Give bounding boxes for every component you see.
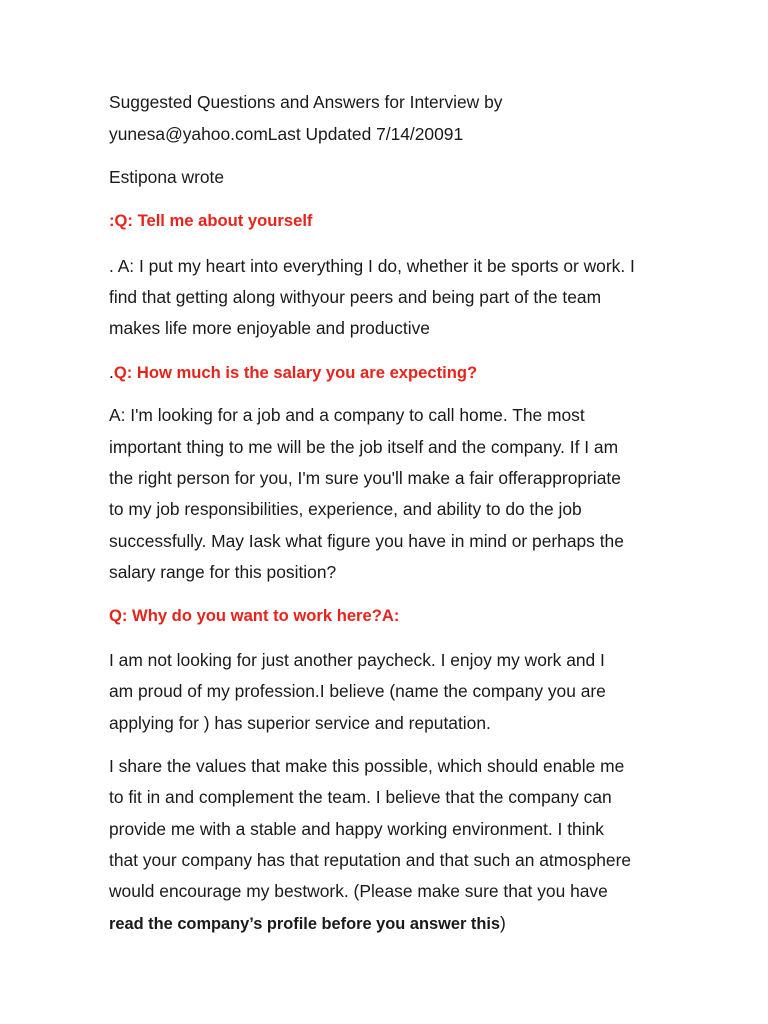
answer-3-p2-closing-paren: ) (500, 913, 506, 933)
question-2-prefix: . (109, 362, 114, 382)
answer-3-p1-line-3: applying for ) has superior service and reputation. (109, 713, 491, 733)
answer-3-p1-line-1: I am not looking for just another paycheck. I enjoy my work and I (109, 650, 605, 670)
answer-3-p2-line-5: would encourage my bestwork. (Please make sure that you have (109, 881, 608, 901)
answer-2-line-1: A: I'm looking for a job and a company to call home. The most (109, 405, 585, 425)
question-2: Q: How much is the salary you are expecting? (113, 363, 478, 382)
document-title-line-2: yunesa@yahoo.comLast Updated 7/14/20091 (109, 124, 464, 144)
answer-2-line-4: to my job responsibilities, experience, and ability to do the job (109, 499, 582, 519)
answer-3-p2-bold-text: read the company’s profile before you answer this (109, 915, 501, 933)
answer-1-line-2: find that getting along withyour peers and being part of the team (109, 287, 602, 307)
author-line: Estipona wrote (109, 167, 225, 187)
answer-3-p2-line-2: to fit in and complement the team. I believe that the company can (109, 787, 612, 807)
question-1: :Q: Tell me about yourself (109, 211, 313, 230)
answer-2-line-2: important thing to me will be the job itself and the company. If I am (109, 437, 619, 457)
question-3: Q: Why do you want to work here?A: (109, 606, 400, 625)
question-2-line (109, 362, 477, 383)
answer-3-p1-line-2: am proud of my profession.I believe (name the company you are (109, 681, 606, 701)
answer-2-line-6: salary range for this position? (109, 562, 337, 582)
answer-3-p2-line-4: that your company has that reputation and that such an atmosphere (109, 850, 632, 870)
answer-3-p2-line-6 (109, 913, 506, 934)
answer-3-p2-line-1: I share the values that make this possible, which should enable me (109, 756, 625, 776)
document-title-line-1: Suggested Questions and Answers for Interview by (109, 92, 503, 112)
answer-2-line-5: successfully. May Iask what figure you have in mind or perhaps the (109, 531, 624, 551)
answer-1-line-1: . A: I put my heart into everything I do, whether it be sports or work. I (109, 256, 635, 276)
answer-2-line-3: the right person for you, I'm sure you'll make a fair offerappropriate (109, 468, 621, 488)
answer-1-line-3: makes life more enjoyable and productive (109, 318, 430, 338)
answer-3-p2-line-3: provide me with a stable and happy working environment. I think (109, 819, 604, 839)
